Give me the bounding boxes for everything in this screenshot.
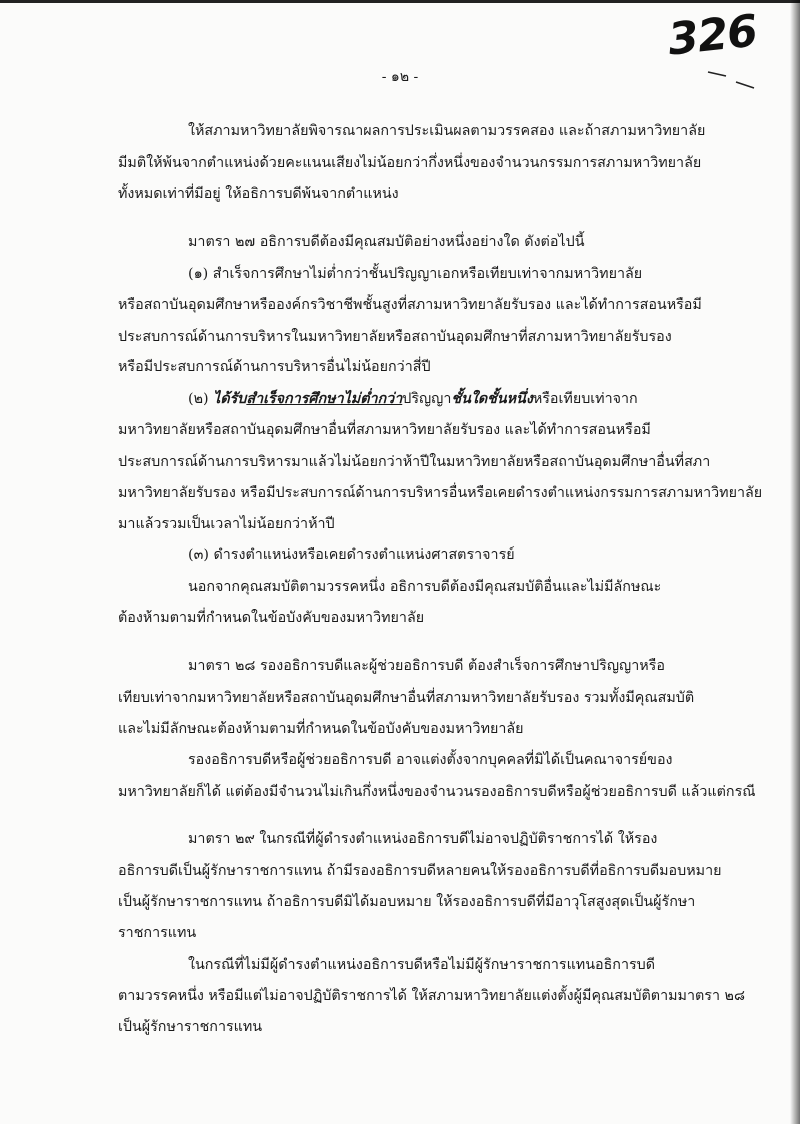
- section-28-heading: มาตรา ๒๘ รองอธิการบดีและผู้ช่วยอธิการบดี ต้องสำเร็จการศึกษาปริญญาหรือ: [188, 658, 665, 674]
- handwritten-page-number: 326: [665, 5, 760, 66]
- amended-text: ได้รับ: [213, 391, 247, 407]
- text-line: ทั้งหมดเท่าที่มีอยู่ ให้อธิการบดีพ้นจากตำแหน่ง: [118, 186, 399, 202]
- text-line: หรือมีประสบการณ์ด้านการบริหารอื่นไม่น้อยกว่าสี่ปี: [118, 359, 431, 375]
- text-line: รองอธิการบดีหรือผู้ช่วยอธิการบดี อาจแต่งตั้งจากบุคคลที่มิได้เป็นคณาจารย์ของ: [188, 752, 673, 768]
- text-line: หรือสถาบันอุดมศึกษาหรือองค์กรวิชาชีพชั้นสูงที่สภามหาวิทยาลัยรับรอง และได้ทำการสอนหรือมี: [118, 297, 702, 313]
- underlined-text: สำเร็จการศึกษาไม่ต่ำกว่า: [246, 391, 403, 407]
- text-line: และไม่มีลักษณะต้องห้ามตามที่กำหนดในข้อบังคับของมหาวิทยาลัย: [118, 721, 524, 737]
- text-line: (๓) ดำรงตำแหน่งหรือเคยดำรงตำแหน่งศาสตราจารย์: [188, 547, 515, 563]
- scan-edge-right: [790, 0, 800, 1124]
- text-line: (๑) สำเร็จการศึกษาไม่ต่ำกว่าชั้นปริญญาเอกหรือเทียบเท่าจากมหาวิทยาลัย: [188, 266, 643, 282]
- amended-text: ชั้นใดชั้นหนึ่ง: [451, 391, 533, 407]
- text-line: มหาวิทยาลัยรับรอง หรือมีประสบการณ์ด้านการบริหารอื่นหรือเคยดำรงตำแหน่งกรรมการสภามหาวิทยาลัย: [118, 485, 763, 501]
- text-line: ในกรณีที่ไม่มีผู้ดำรงตำแหน่งอธิการบดีหรือไม่มีผู้รักษาราชการแทนอธิการบดี: [188, 957, 656, 973]
- section-29-heading: มาตรา ๒๙ ในกรณีที่ผู้ดำรงตำแหน่งอธิการบดีไม่อาจปฏิบัติราชการได้ ให้รอง: [188, 831, 658, 847]
- text-line: มีมติให้พ้นจากตำแหน่งด้วยคะแนนเสียงไม่น้อยกว่ากึ่งหนึ่งของจำนวนกรรมการสภามหาวิทยาลัย: [118, 155, 702, 171]
- text-line: มหาวิทยาลัยหรือสถาบันอุดมศึกษาอื่นที่สภามหาวิทยาลัยรับรอง และได้ทำการสอนหรือมี: [118, 422, 651, 438]
- text-line: ประสบการณ์ด้านการบริหารมาแล้วไม่น้อยกว่าห้าปีในมหาวิทยาลัยหรือสถาบันอุดมศึกษาอื่นที่สภา: [118, 454, 711, 470]
- text-line: ตามวรรคหนึ่ง หรือมีแต่ไม่อาจปฏิบัติราชการได้ ให้สภามหาวิทยาลัยแต่งตั้งผู้มีคุณสมบัติตามมาตรา ๒๘: [118, 988, 745, 1004]
- text-line: เป็นผู้รักษาราชการแทน ถ้าอธิการบดีมิได้มอบหมาย ให้รองอธิการบดีที่มีอาวุโสสูงสุดเป็นผู้รักษา: [118, 894, 696, 910]
- text-line: เทียบเท่าจากมหาวิทยาลัยหรือสถาบันอุดมศึกษาอื่นที่สภามหาวิทยาลัยรับรอง รวมทั้งมีคุณสมบัติ: [118, 690, 695, 706]
- text-line: ต้องห้ามตามที่กำหนดในข้อบังคับของมหาวิทยาลัย: [118, 610, 425, 626]
- text-line: มหาวิทยาลัยก็ได้ แต่ต้องมีจำนวนไม่เกินกึ่งหนึ่งของจำนวนรองอธิการบดีหรือผู้ช่วยอธิการบดี แล้วแต่กรณี: [118, 784, 756, 800]
- page-number: - ๑๒ -: [381, 69, 419, 85]
- item-2-line: [188, 389, 638, 409]
- item-2-number: (๒): [188, 391, 214, 407]
- scan-edge-top: [0, 0, 800, 3]
- text-line: ราชการแทน: [118, 925, 197, 941]
- text-line: ให้สภามหาวิทยาลัยพิจารณาผลการประเมินผลตามวรรคสอง และถ้าสภามหาวิทยาลัย: [188, 123, 706, 139]
- text-line: อธิการบดีเป็นผู้รักษาราชการแทน ถ้ามีรองอธิการบดีหลายคนให้รองอธิการบดีที่อธิการบดีมอบหมาย: [118, 863, 722, 879]
- text-line: มาแล้วรวมเป็นเวลาไม่น้อยกว่าห้าปี: [118, 516, 335, 532]
- item-2-text: ปริญญา: [402, 391, 452, 407]
- text-line: นอกจากคุณสมบัติตามวรรคหนึ่ง อธิการบดีต้องมีคุณสมบัติอื่นและไม่มีลักษณะ: [188, 579, 662, 595]
- section-27-heading: มาตรา ๒๗ อธิการบดีต้องมีคุณสมบัติอย่างหนึ่งอย่างใด ดังต่อไปนี้: [188, 234, 585, 250]
- text-line: เป็นผู้รักษาราชการแทน: [118, 1019, 263, 1035]
- text-line: ประสบการณ์ด้านการบริหารในมหาวิทยาลัยหรือสถาบันอุดมศึกษาที่สภามหาวิทยาลัยรับรอง: [118, 329, 672, 345]
- item-2-text: หรือเทียบเท่าจาก: [532, 391, 638, 407]
